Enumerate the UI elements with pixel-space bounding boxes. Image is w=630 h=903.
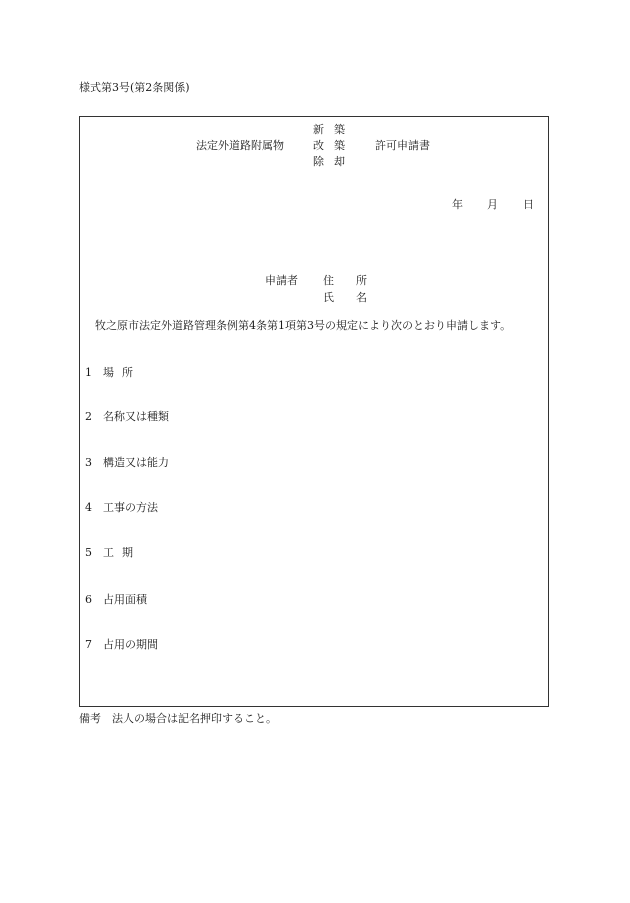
item-occupation-period (85, 639, 158, 650)
item-number: 3 (85, 456, 92, 469)
item-name-or-type (85, 411, 169, 422)
form-title-tail: 許可申請書 (375, 139, 430, 152)
item-number: 2 (85, 410, 92, 423)
item-label: 構造又は能力 (103, 456, 169, 469)
date-year-label: 年 (452, 198, 463, 211)
form-title-option-remove: 除却 (313, 155, 355, 168)
item-construction-period (85, 547, 141, 558)
item-number: 5 (85, 546, 92, 559)
item-number: 1 (85, 366, 92, 379)
item-label: 占用面積 (103, 593, 147, 606)
applicant-name-label: 氏名 (323, 291, 389, 304)
remarks-note: 備考 法人の場合は記名押印すること。 (79, 712, 277, 725)
date-month-label: 月 (487, 198, 498, 211)
form-title-option-new: 新築 (313, 123, 355, 136)
item-structure-or-capacity (85, 457, 169, 468)
item-label: 工事の方法 (103, 501, 158, 514)
applicant-label: 申請者 (265, 274, 298, 287)
item-label: 名称又は種類 (103, 410, 169, 423)
application-statement: 牧之原市法定外道路管理条例第4条第1項第3号の規定により次のとおり申請します。 (95, 319, 512, 332)
item-number: 6 (85, 593, 92, 606)
form-title-main: 法定外道路附属物 (196, 139, 284, 152)
item-label: 場所 (103, 366, 141, 379)
form-title-option-modify: 改築 (313, 139, 355, 152)
item-number: 7 (85, 638, 92, 651)
item-number: 4 (85, 501, 92, 514)
date-day-label: 日 (523, 198, 534, 211)
item-label: 工期 (103, 546, 141, 559)
item-label: 占用の期間 (103, 638, 158, 651)
item-construction-method (85, 502, 158, 513)
item-location (85, 367, 141, 378)
applicant-address-label: 住所 (323, 274, 389, 287)
item-occupied-area (85, 594, 147, 605)
form-number-label: 様式第3号(第2条関係) (79, 81, 190, 94)
